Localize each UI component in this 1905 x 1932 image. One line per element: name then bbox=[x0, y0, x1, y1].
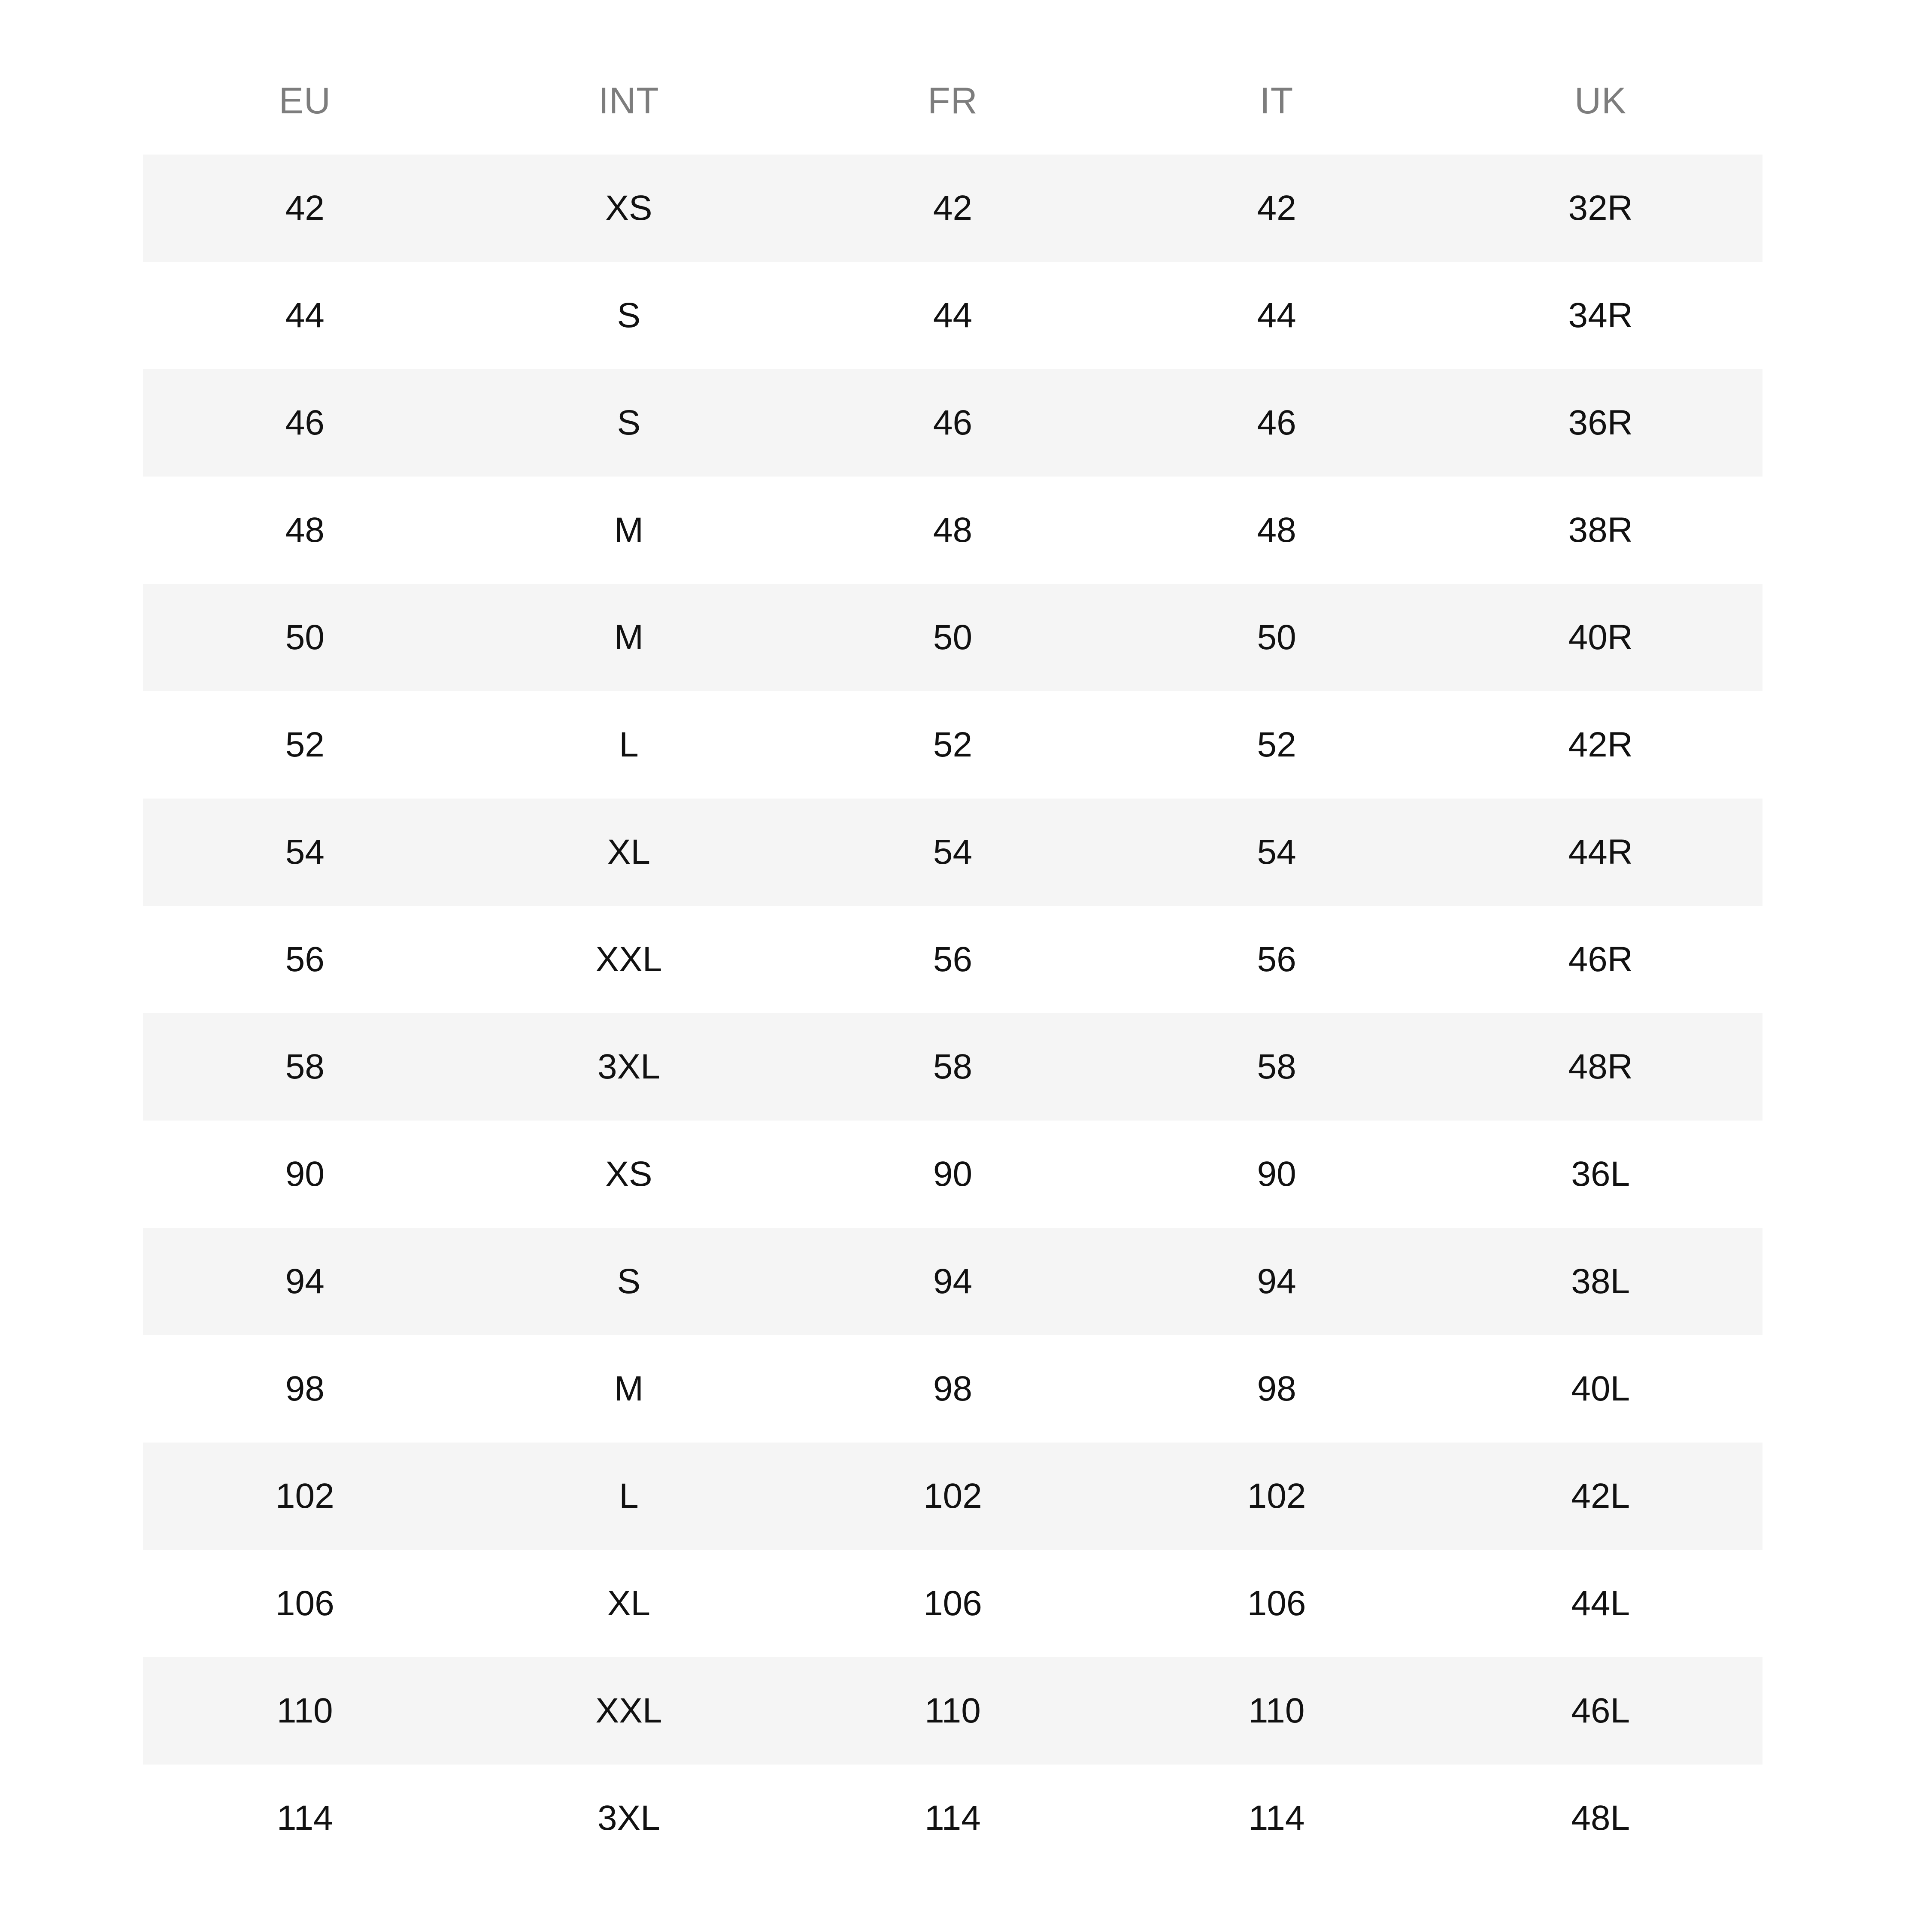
cell-int: XL bbox=[467, 1550, 791, 1657]
cell-uk: 42R bbox=[1438, 691, 1762, 799]
cell-eu: 94 bbox=[143, 1228, 467, 1335]
cell-uk: 44R bbox=[1438, 799, 1762, 906]
size-chart-header bbox=[143, 47, 1762, 155]
cell-eu: 44 bbox=[143, 262, 467, 369]
table-row bbox=[143, 155, 1762, 262]
table-row bbox=[143, 1443, 1762, 1550]
cell-it: 46 bbox=[1115, 369, 1439, 477]
cell-int: M bbox=[467, 584, 791, 691]
cell-int: 3XL bbox=[467, 1013, 791, 1121]
cell-eu: 114 bbox=[143, 1765, 467, 1872]
cell-fr: 54 bbox=[791, 799, 1115, 906]
cell-uk: 44L bbox=[1438, 1550, 1762, 1657]
cell-eu: 56 bbox=[143, 906, 467, 1013]
cell-uk: 38R bbox=[1438, 477, 1762, 584]
table-row bbox=[143, 1121, 1762, 1228]
cell-int: XS bbox=[467, 155, 791, 262]
cell-eu: 42 bbox=[143, 155, 467, 262]
table-row bbox=[143, 1550, 1762, 1657]
table-row bbox=[143, 369, 1762, 477]
cell-fr: 114 bbox=[791, 1765, 1115, 1872]
size-chart-body bbox=[143, 155, 1762, 1872]
cell-it: 94 bbox=[1115, 1228, 1439, 1335]
cell-eu: 48 bbox=[143, 477, 467, 584]
cell-fr: 102 bbox=[791, 1443, 1115, 1550]
table-row bbox=[143, 799, 1762, 906]
cell-uk: 48L bbox=[1438, 1765, 1762, 1872]
cell-uk: 32R bbox=[1438, 155, 1762, 262]
cell-it: 106 bbox=[1115, 1550, 1439, 1657]
cell-it: 44 bbox=[1115, 262, 1439, 369]
cell-uk: 46L bbox=[1438, 1657, 1762, 1765]
cell-fr: 90 bbox=[791, 1121, 1115, 1228]
cell-fr: 106 bbox=[791, 1550, 1115, 1657]
cell-it: 110 bbox=[1115, 1657, 1439, 1765]
cell-eu: 102 bbox=[143, 1443, 467, 1550]
table-row bbox=[143, 1657, 1762, 1765]
cell-eu: 58 bbox=[143, 1013, 467, 1121]
cell-it: 98 bbox=[1115, 1335, 1439, 1443]
cell-int: XL bbox=[467, 799, 791, 906]
cell-int: S bbox=[467, 369, 791, 477]
cell-uk: 36R bbox=[1438, 369, 1762, 477]
cell-fr: 44 bbox=[791, 262, 1115, 369]
cell-fr: 94 bbox=[791, 1228, 1115, 1335]
cell-fr: 56 bbox=[791, 906, 1115, 1013]
cell-eu: 110 bbox=[143, 1657, 467, 1765]
cell-int: 3XL bbox=[467, 1765, 791, 1872]
cell-fr: 48 bbox=[791, 477, 1115, 584]
cell-fr: 42 bbox=[791, 155, 1115, 262]
header-row bbox=[143, 47, 1762, 155]
header-uk: UK bbox=[1574, 80, 1627, 122]
header-fr: FR bbox=[928, 80, 978, 122]
cell-fr: 110 bbox=[791, 1657, 1115, 1765]
cell-it: 52 bbox=[1115, 691, 1439, 799]
cell-int: S bbox=[467, 1228, 791, 1335]
table-row bbox=[143, 1228, 1762, 1335]
cell-it: 58 bbox=[1115, 1013, 1439, 1121]
cell-it: 54 bbox=[1115, 799, 1439, 906]
cell-eu: 52 bbox=[143, 691, 467, 799]
table-row bbox=[143, 262, 1762, 369]
cell-int: XXL bbox=[467, 906, 791, 1013]
cell-eu: 46 bbox=[143, 369, 467, 477]
cell-it: 48 bbox=[1115, 477, 1439, 584]
cell-fr: 52 bbox=[791, 691, 1115, 799]
cell-uk: 40L bbox=[1438, 1335, 1762, 1443]
cell-fr: 98 bbox=[791, 1335, 1115, 1443]
table-row bbox=[143, 691, 1762, 799]
cell-int: M bbox=[467, 1335, 791, 1443]
cell-fr: 50 bbox=[791, 584, 1115, 691]
header-eu: EU bbox=[279, 80, 331, 122]
cell-int: M bbox=[467, 477, 791, 584]
cell-fr: 58 bbox=[791, 1013, 1115, 1121]
cell-fr: 46 bbox=[791, 369, 1115, 477]
cell-uk: 48R bbox=[1438, 1013, 1762, 1121]
cell-eu: 50 bbox=[143, 584, 467, 691]
cell-it: 102 bbox=[1115, 1443, 1439, 1550]
header-it: IT bbox=[1259, 80, 1294, 122]
cell-uk: 34R bbox=[1438, 262, 1762, 369]
cell-eu: 90 bbox=[143, 1121, 467, 1228]
table-row bbox=[143, 584, 1762, 691]
cell-eu: 98 bbox=[143, 1335, 467, 1443]
cell-it: 90 bbox=[1115, 1121, 1439, 1228]
cell-eu: 106 bbox=[143, 1550, 467, 1657]
cell-int: L bbox=[467, 1443, 791, 1550]
table-row bbox=[143, 906, 1762, 1013]
table-row bbox=[143, 1013, 1762, 1121]
cell-eu: 54 bbox=[143, 799, 467, 906]
cell-int: L bbox=[467, 691, 791, 799]
table-row bbox=[143, 1765, 1762, 1872]
cell-uk: 46R bbox=[1438, 906, 1762, 1013]
cell-uk: 42L bbox=[1438, 1443, 1762, 1550]
cell-it: 56 bbox=[1115, 906, 1439, 1013]
cell-uk: 40R bbox=[1438, 584, 1762, 691]
cell-int: S bbox=[467, 262, 791, 369]
cell-it: 42 bbox=[1115, 155, 1439, 262]
cell-uk: 36L bbox=[1438, 1121, 1762, 1228]
table-row bbox=[143, 477, 1762, 584]
cell-int: XXL bbox=[467, 1657, 791, 1765]
cell-it: 114 bbox=[1115, 1765, 1439, 1872]
cell-it: 50 bbox=[1115, 584, 1439, 691]
cell-uk: 38L bbox=[1438, 1228, 1762, 1335]
size-chart-table bbox=[143, 47, 1762, 1872]
header-int: INT bbox=[598, 80, 659, 122]
table-row bbox=[143, 1335, 1762, 1443]
cell-int: XS bbox=[467, 1121, 791, 1228]
